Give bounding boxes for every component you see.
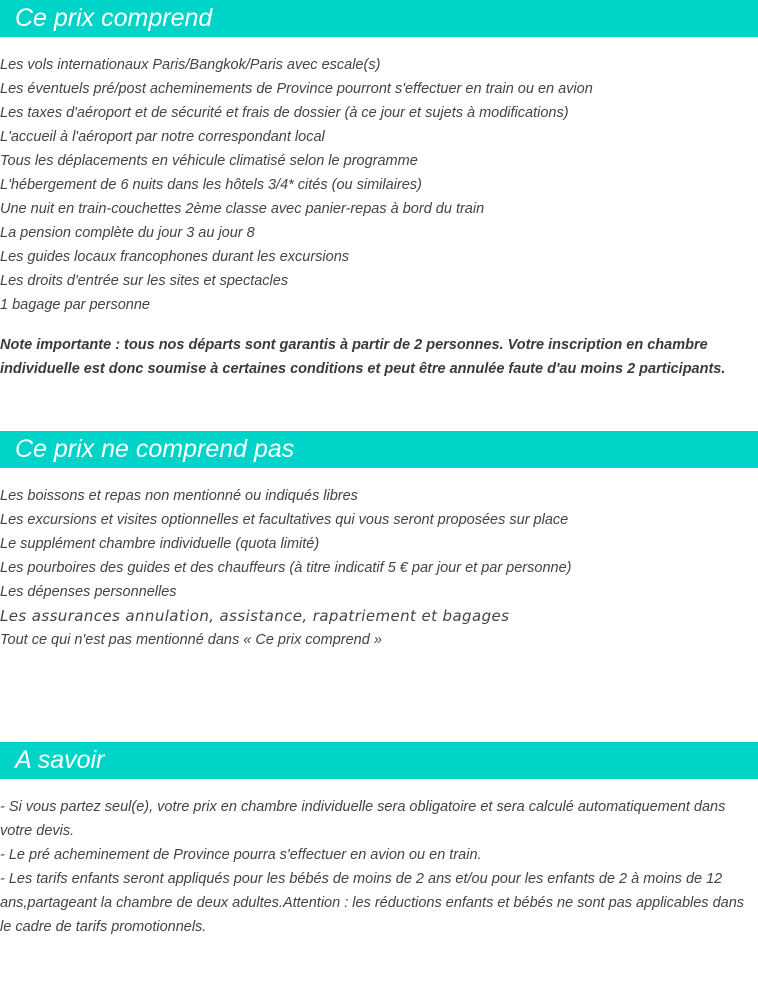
list-item: Les guides locaux francophones durant les excursions [0, 249, 350, 265]
list-item: L'accueil à l'aéroport par notre correspondant local [0, 129, 325, 145]
list-item: Les assurances annulation, assistance, rapatriement et bagages [0, 607, 510, 625]
includes-list [0, 53, 758, 317]
list-item: Les pourboires des guides et des chauffeurs (à titre indicatif 5 € par jour et par personne) [0, 560, 572, 576]
list-item: Les excursions et visites optionnelles et facultatives qui vous seront proposées sur place [0, 512, 569, 528]
list-item: Les vols internationaux Paris/Bangkok/Paris avec escale(s) [0, 57, 381, 73]
info-paragraph: - Le pré acheminement de Province pourra s'effectuer en avion ou en train. [0, 847, 482, 863]
section-title: A savoir [15, 746, 105, 774]
list-item: Les boissons et repas non mentionné ou indiqués libres [0, 488, 358, 504]
list-item: Tous les déplacements en véhicule climatisé selon le programme [0, 153, 418, 169]
section-header-excludes [0, 431, 758, 468]
section-header-includes [0, 0, 758, 37]
list-item: Une nuit en train-couchettes 2ème classe avec panier-repas à bord du train [0, 201, 485, 217]
section-header-info [0, 742, 758, 779]
section-title: Ce prix ne comprend pas [15, 435, 295, 463]
list-item: Les dépenses personnelles [0, 584, 177, 600]
list-item: Les taxes d'aéroport et de sécurité et frais de dossier (à ce jour et sujets à modifications) [0, 105, 569, 121]
list-item: Les éventuels pré/post acheminements de Province pourront s'effectuer en train ou en avion [0, 81, 593, 97]
list-item: La pension complète du jour 3 au jour 8 [0, 225, 255, 241]
list-item: Les droits d'entrée sur les sites et spectacles [0, 273, 289, 289]
section-title: Ce prix comprend [15, 4, 213, 32]
info-paragraph: - Les tarifs enfants seront appliqués pour les bébés de moins de 2 ans et/ou pour les enfants de 2 à moins de 12 ans,partageant la chambre de deux adultes.Attention : les réductions enfants et bébés ne sont pas applicables dans le cadre de tarifs promotionnels. [0, 871, 745, 935]
excludes-list [0, 484, 758, 652]
important-note: Note importante : tous nos départs sont garantis à partir de 2 personnes. Votre inscription en chambre individuelle est donc soumise à certaines conditions et peut être annulée faute d'au moins 2 participants. [0, 337, 726, 377]
list-item: Le supplément chambre individuelle (quota limité) [0, 536, 320, 552]
list-item: Tout ce qui n'est pas mentionné dans « Ce prix comprend » [0, 632, 382, 648]
list-item: 1 bagage par personne [0, 297, 150, 313]
info-paragraph: - Si vous partez seul(e), votre prix en chambre individuelle sera obligatoire et sera calculé automatiquement dans votre devis. [0, 799, 726, 839]
list-item: L'hébergement de 6 nuits dans les hôtels 3/4* cités (ou similaires) [0, 177, 422, 193]
